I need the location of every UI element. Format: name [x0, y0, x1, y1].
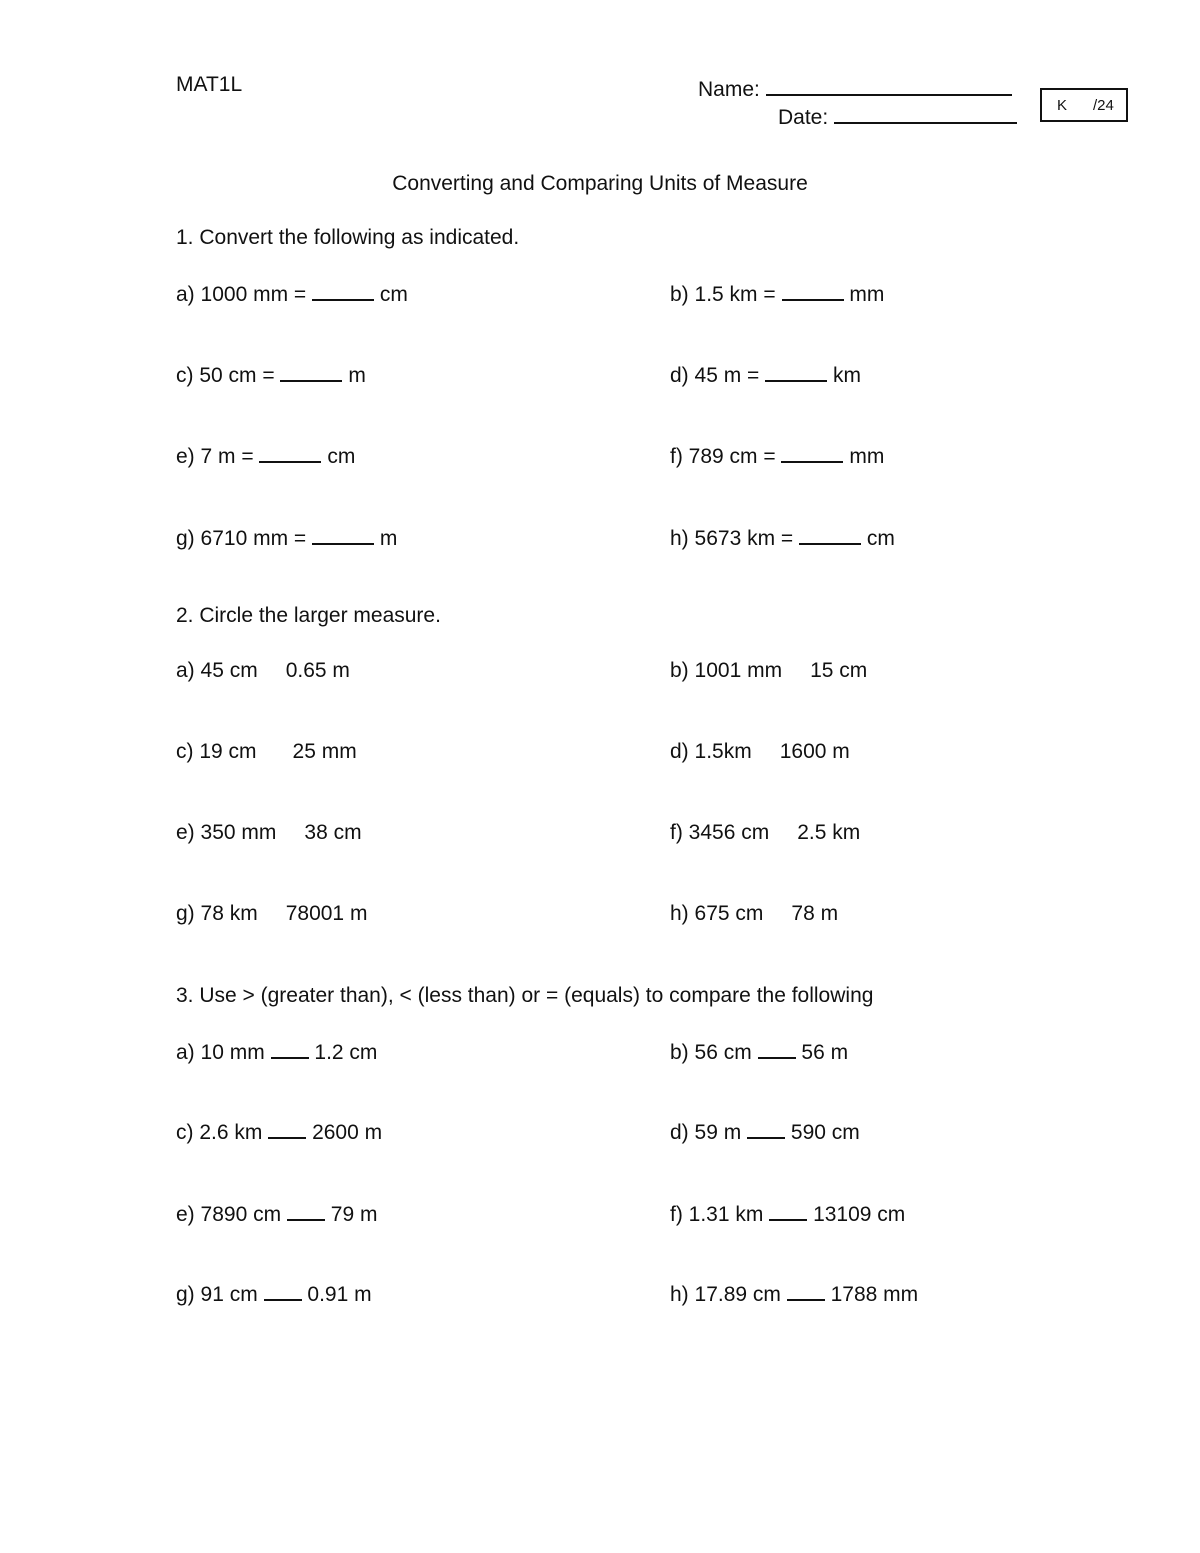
measure-option[interactable]: 25 mm	[292, 740, 357, 763]
item-expression: 1.5 km =	[694, 283, 776, 306]
answer-blank[interactable]	[782, 281, 844, 301]
name-blank-line[interactable]	[766, 74, 1012, 96]
comparison-blank[interactable]	[287, 1201, 325, 1221]
q3-item-b	[670, 1039, 848, 1063]
item-first-measure: 10 mm	[200, 1041, 265, 1064]
q3-item-e	[176, 1201, 377, 1225]
q2-item-e	[176, 822, 362, 843]
item-letter: d)	[670, 740, 689, 763]
item-letter: f)	[670, 821, 683, 844]
measure-option[interactable]: 675 cm	[694, 902, 764, 925]
item-letter: h)	[670, 527, 689, 550]
measure-option[interactable]: 38 cm	[304, 821, 362, 844]
q3-item-c	[176, 1119, 382, 1143]
item-expression: 50 cm =	[199, 364, 275, 387]
q1-item-c	[176, 362, 366, 386]
q1-item-g	[176, 525, 397, 549]
measure-option[interactable]: 3456 cm	[688, 821, 770, 844]
date-field[interactable]	[778, 102, 1017, 128]
item-letter: b)	[670, 659, 689, 682]
worksheet-title: Converting and Comparing Units of Measure	[392, 172, 808, 195]
course-code: MAT1L	[176, 73, 243, 96]
answer-blank[interactable]	[259, 443, 321, 463]
q3-item-f	[670, 1201, 905, 1225]
q2-item-c	[176, 741, 357, 762]
item-second-measure: 2600 m	[312, 1121, 383, 1144]
item-letter: g)	[176, 1283, 195, 1306]
measure-option[interactable]: 78 m	[791, 902, 839, 925]
answer-blank[interactable]	[312, 281, 374, 301]
item-letter: b)	[670, 283, 689, 306]
item-second-measure: 79 m	[330, 1203, 378, 1226]
item-letter: b)	[670, 1041, 689, 1064]
item-first-measure: 17.89 cm	[694, 1283, 781, 1306]
q3-heading: 3. Use > (greater than), < (less than) or = (equals) to compare the following	[176, 984, 874, 1007]
measure-option[interactable]: 45 cm	[200, 659, 258, 682]
answer-blank[interactable]	[312, 525, 374, 545]
item-first-measure: 7890 cm	[200, 1203, 282, 1226]
measure-option[interactable]: 1.5km	[694, 740, 752, 763]
item-expression: 789 cm =	[688, 445, 776, 468]
item-first-measure: 59 m	[694, 1121, 742, 1144]
comparison-blank[interactable]	[747, 1119, 785, 1139]
q2-heading: 2. Circle the larger measure.	[176, 604, 441, 627]
comparison-blank[interactable]	[758, 1039, 796, 1059]
q1-item-b	[670, 281, 884, 305]
comparison-blank[interactable]	[271, 1039, 309, 1059]
q3-item-d	[670, 1119, 860, 1143]
q1-item-h	[670, 525, 895, 549]
measure-option[interactable]: 350 mm	[200, 821, 277, 844]
answer-blank[interactable]	[781, 443, 843, 463]
item-first-measure: 91 cm	[200, 1283, 258, 1306]
item-second-measure: 1.2 cm	[314, 1041, 378, 1064]
comparison-blank[interactable]	[268, 1119, 306, 1139]
name-label: Name:	[698, 78, 760, 101]
item-letter: g)	[176, 902, 195, 925]
item-second-measure: 13109 cm	[813, 1203, 906, 1226]
date-blank-line[interactable]	[834, 102, 1017, 124]
q1-item-d	[670, 362, 861, 386]
comparison-blank[interactable]	[769, 1201, 807, 1221]
item-letter: e)	[176, 1203, 195, 1226]
item-letter: d)	[670, 364, 689, 387]
item-first-measure: 56 cm	[694, 1041, 752, 1064]
q2-item-g	[176, 903, 367, 924]
item-first-measure: 2.6 km	[199, 1121, 263, 1144]
item-letter: f)	[670, 1203, 683, 1226]
measure-option[interactable]: 0.65 m	[285, 659, 350, 682]
item-letter: e)	[176, 821, 195, 844]
item-unit: mm	[849, 283, 885, 306]
q1-item-a	[176, 281, 408, 305]
item-letter: f)	[670, 445, 683, 468]
item-unit: cm	[379, 283, 408, 306]
item-letter: c)	[176, 1121, 194, 1144]
score-k-label: K	[1057, 97, 1068, 114]
item-unit: cm	[866, 527, 895, 550]
q3-item-g	[176, 1281, 372, 1305]
q1-item-f	[670, 443, 884, 467]
item-second-measure: 0.91 m	[307, 1283, 372, 1306]
measure-option[interactable]: 2.5 km	[797, 821, 861, 844]
score-total-label: /24	[1093, 97, 1114, 114]
item-second-measure: 1788 mm	[830, 1283, 919, 1306]
item-letter: g)	[176, 527, 195, 550]
item-unit: m	[379, 527, 398, 550]
q2-item-a	[176, 660, 350, 681]
q1-item-e	[176, 443, 355, 467]
comparison-blank[interactable]	[787, 1281, 825, 1301]
item-letter: h)	[670, 1283, 689, 1306]
item-expression: 5673 km =	[694, 527, 794, 550]
item-letter: a)	[176, 1041, 195, 1064]
answer-blank[interactable]	[765, 362, 827, 382]
measure-option[interactable]: 78 km	[200, 902, 258, 925]
item-expression: 6710 mm =	[200, 527, 307, 550]
item-letter: e)	[176, 445, 195, 468]
item-unit: mm	[849, 445, 885, 468]
item-expression: 1000 mm =	[200, 283, 307, 306]
item-unit: km	[833, 364, 862, 387]
item-second-measure: 590 cm	[790, 1121, 860, 1144]
item-second-measure: 56 m	[801, 1041, 849, 1064]
q2-item-d	[670, 741, 850, 762]
measure-option[interactable]: 1600 m	[779, 740, 850, 763]
item-letter: a)	[176, 659, 195, 682]
answer-blank[interactable]	[280, 362, 342, 382]
q2-item-b	[670, 660, 867, 681]
measure-option[interactable]: 19 cm	[199, 740, 257, 763]
q3-item-h	[670, 1281, 918, 1305]
q3-item-a	[176, 1039, 377, 1063]
measure-option[interactable]: 15 cm	[810, 659, 868, 682]
item-expression: 7 m =	[200, 445, 254, 468]
item-unit: cm	[327, 445, 356, 468]
item-unit: m	[348, 364, 366, 387]
name-field[interactable]	[698, 74, 1012, 100]
date-label: Date:	[778, 106, 829, 129]
comparison-blank[interactable]	[264, 1281, 302, 1301]
q1-heading: 1. Convert the following as indicated.	[176, 226, 520, 249]
item-letter: h)	[670, 902, 689, 925]
measure-option[interactable]: 1001 mm	[694, 659, 783, 682]
item-letter: a)	[176, 283, 195, 306]
answer-blank[interactable]	[799, 525, 861, 545]
item-letter: c)	[176, 740, 194, 763]
q2-item-f	[670, 822, 860, 843]
item-letter: c)	[176, 364, 194, 387]
item-expression: 45 m =	[694, 364, 760, 387]
q2-item-h	[670, 903, 838, 924]
measure-option[interactable]: 78001 m	[285, 902, 368, 925]
score-box	[1040, 88, 1128, 122]
item-letter: d)	[670, 1121, 689, 1144]
item-first-measure: 1.31 km	[688, 1203, 764, 1226]
